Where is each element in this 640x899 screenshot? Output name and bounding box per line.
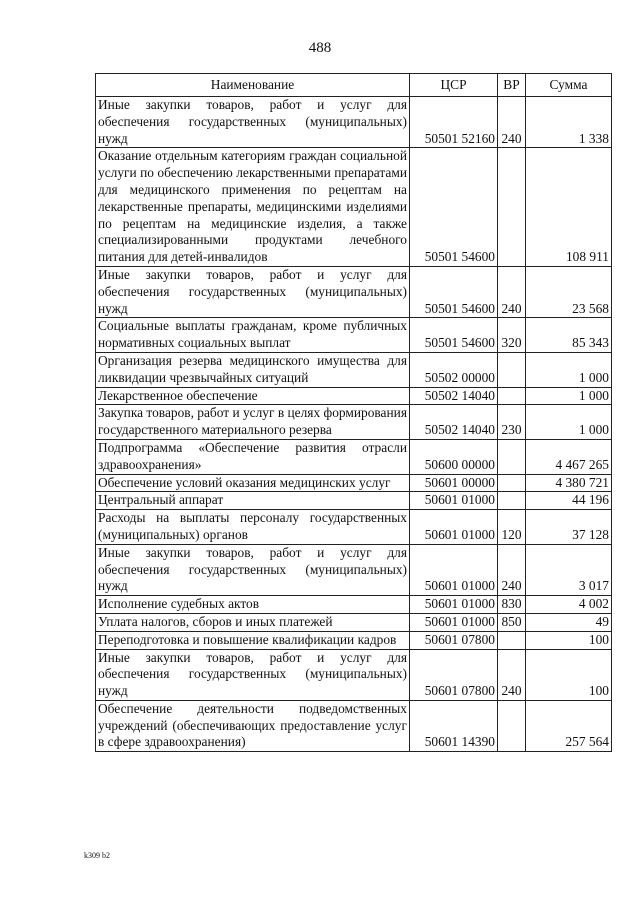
row-vr xyxy=(498,439,526,474)
row-code: 50601 01000 xyxy=(410,492,498,510)
row-sum: 100 xyxy=(526,649,612,700)
row-vr: 320 xyxy=(498,318,526,353)
row-code: 50601 01000 xyxy=(410,613,498,631)
row-sum: 37 128 xyxy=(526,510,612,545)
header-name: Наименование xyxy=(96,74,410,97)
row-vr: 230 xyxy=(498,405,526,440)
budget-table xyxy=(95,73,612,752)
table-row xyxy=(96,405,612,440)
row-sum: 44 196 xyxy=(526,492,612,510)
row-vr: 240 xyxy=(498,544,526,595)
row-name: Организация резерва медицинского имущества для ликвидации чрезвычайных ситуаций xyxy=(96,352,410,387)
row-name: Иные закупки товаров, работ и услуг для обеспечения государственных (муниципальных) нужд xyxy=(96,544,410,595)
row-sum: 3 017 xyxy=(526,544,612,595)
row-sum: 100 xyxy=(526,631,612,649)
row-name: Лекарственное обеспечение xyxy=(96,387,410,405)
row-name: Иные закупки товаров, работ и услуг для обеспечения государственных (муниципальных) нужд xyxy=(96,97,410,148)
table-row xyxy=(96,148,612,267)
row-sum: 1 338 xyxy=(526,97,612,148)
row-name: Центральный аппарат xyxy=(96,492,410,510)
row-sum: 85 343 xyxy=(526,318,612,353)
header-vr: ВР xyxy=(498,74,526,97)
header-code: ЦСР xyxy=(410,74,498,97)
table-row xyxy=(96,631,612,649)
row-vr: 240 xyxy=(498,649,526,700)
row-code: 50601 01000 xyxy=(410,544,498,595)
row-vr xyxy=(498,474,526,492)
table-row xyxy=(96,318,612,353)
row-name: Иные закупки товаров, работ и услуг для обеспечения государственных (муниципальных) нужд xyxy=(96,649,410,700)
row-name: Переподготовка и повышение квалификации кадров xyxy=(96,631,410,649)
row-sum: 23 568 xyxy=(526,266,612,317)
table-row xyxy=(96,649,612,700)
row-vr: 240 xyxy=(498,266,526,317)
table-row xyxy=(96,387,612,405)
row-sum: 108 911 xyxy=(526,148,612,267)
table-row xyxy=(96,474,612,492)
row-code: 50501 54600 xyxy=(410,266,498,317)
table-row xyxy=(96,97,612,148)
table-row xyxy=(96,510,612,545)
row-vr: 830 xyxy=(498,596,526,614)
row-code: 50601 07800 xyxy=(410,631,498,649)
row-vr: 120 xyxy=(498,510,526,545)
row-vr: 850 xyxy=(498,613,526,631)
row-sum: 1 000 xyxy=(526,352,612,387)
row-sum: 49 xyxy=(526,613,612,631)
row-sum: 257 564 xyxy=(526,700,612,751)
row-vr xyxy=(498,700,526,751)
row-vr xyxy=(498,492,526,510)
row-code: 50502 14040 xyxy=(410,387,498,405)
row-vr xyxy=(498,387,526,405)
row-code: 50502 14040 xyxy=(410,405,498,440)
row-name: Подпрограмма «Обеспечение развития отрасли здравоохранения» xyxy=(96,439,410,474)
row-name: Иные закупки товаров, работ и услуг для обеспечения государственных (муниципальных) нужд xyxy=(96,266,410,317)
table-row xyxy=(96,266,612,317)
row-code: 50501 54600 xyxy=(410,148,498,267)
page-number: 488 xyxy=(308,40,332,56)
row-name: Уплата налогов, сборов и иных платежей xyxy=(96,613,410,631)
row-sum: 4 002 xyxy=(526,596,612,614)
row-name: Обеспечение условий оказания медицинских услуг xyxy=(96,474,410,492)
row-code: 50601 07800 xyxy=(410,649,498,700)
table-row xyxy=(96,439,612,474)
row-vr xyxy=(498,352,526,387)
table-row xyxy=(96,492,612,510)
table-row xyxy=(96,596,612,614)
row-name: Социальные выплаты гражданам, кроме публичных нормативных социальных выплат xyxy=(96,318,410,353)
table-row xyxy=(96,352,612,387)
row-code: 50601 14390 xyxy=(410,700,498,751)
row-vr: 240 xyxy=(498,97,526,148)
row-code: 50501 52160 xyxy=(410,97,498,148)
table-row xyxy=(96,544,612,595)
table-header-row xyxy=(96,74,612,97)
row-vr xyxy=(498,631,526,649)
row-code: 50601 00000 xyxy=(410,474,498,492)
row-code: 50601 01000 xyxy=(410,596,498,614)
table-row xyxy=(96,700,612,751)
row-sum: 4 380 721 xyxy=(526,474,612,492)
row-sum: 1 000 xyxy=(526,387,612,405)
table-row xyxy=(96,613,612,631)
row-sum: 1 000 xyxy=(526,405,612,440)
row-name: Обеспечение деятельности подведомственных учреждений (обеспечивающих предоставление услуг в сфере здравоохранения) xyxy=(96,700,410,751)
row-vr xyxy=(498,148,526,267)
row-code: 50501 54600 xyxy=(410,318,498,353)
footer-code: k309 b2 xyxy=(84,851,110,860)
row-name: Расходы на выплаты персоналу государственных (муниципальных) органов xyxy=(96,510,410,545)
row-code: 50601 01000 xyxy=(410,510,498,545)
row-code: 50600 00000 xyxy=(410,439,498,474)
row-name: Оказание отдельным категориям граждан социальной услуги по обеспечению лекарственными препаратами для медицинского применения по рецептам на лекарственные препараты, медицинскими изделиями по рецептам на медицинские изделия, а также специализированными продуктами лечебного питания для детей-инвалидов xyxy=(96,148,410,267)
row-sum: 4 467 265 xyxy=(526,439,612,474)
header-sum: Сумма xyxy=(526,74,612,97)
row-name: Исполнение судебных актов xyxy=(96,596,410,614)
row-name: Закупка товаров, работ и услуг в целях формирования государственного материального резерва xyxy=(96,405,410,440)
row-code: 50502 00000 xyxy=(410,352,498,387)
